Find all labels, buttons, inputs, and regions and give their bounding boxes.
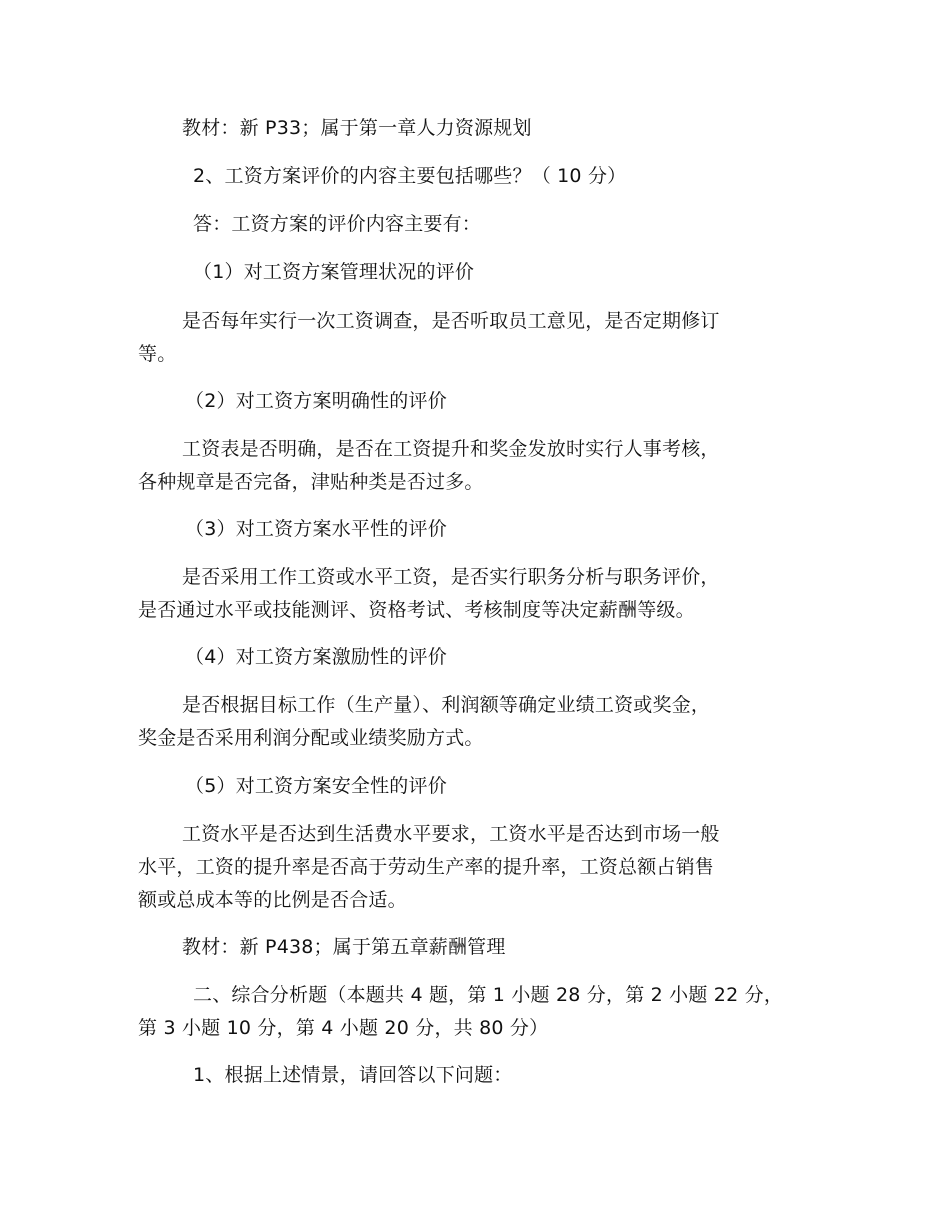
item-4-heading: （4）对工资方案激励性的评价 xyxy=(185,646,447,668)
item-1-text-line-2: 等。 xyxy=(138,343,177,365)
item-3-text-line-2: 是否通过水平或技能测评、资格考试、考核制度等决定薪酬等级。 xyxy=(138,599,695,621)
item-2-heading: （2）对工资方案明确性的评价 xyxy=(185,390,447,412)
section-2-heading-line-2: 第 3 小题 10 分，第 4 小题 20 分，共 80 分） xyxy=(138,1017,549,1039)
item-5-text-line-2: 水平，工资的提升率是否高于劳动生产率的提升率，工资总额占销售 xyxy=(138,856,715,878)
item-4-text-line-1: 是否根据目标工作（生产量）、利润额等确定业绩工资或奖金， xyxy=(182,694,711,716)
item-1-heading: （1）对工资方案管理状况的评价 xyxy=(193,261,475,283)
item-2-text-line-2: 各种规章是否完备，津贴种类是否过多。 xyxy=(138,471,484,493)
item-4-text-line-2: 奖金是否采用利润分配或业绩奖励方式。 xyxy=(138,727,484,749)
question-1-heading: 1、根据上述情景，请回答以下问题： xyxy=(193,1064,513,1086)
answer-intro: 答：工资方案的评价内容主要有： xyxy=(193,213,482,235)
item-3-heading: （3）对工资方案水平性的评价 xyxy=(185,518,447,540)
item-5-text-line-1: 工资水平是否达到生活费水平要求，工资水平是否达到市场一般 xyxy=(182,823,720,845)
item-5-text-line-3: 额或总成本等的比例是否合适。 xyxy=(138,889,407,911)
item-1-text-line-1: 是否每年实行一次工资调查，是否听取员工意见，是否定期修订 xyxy=(182,310,720,332)
item-2-text-line-1: 工资表是否明确，是否在工资提升和奖金发放时实行人事考核， xyxy=(182,438,720,460)
item-3-text-line-1: 是否采用工作工资或水平工资，是否实行职务分析与职务评价， xyxy=(182,566,720,588)
textbook-reference-2: 教材：新 P438；属于第五章薪酬管理 xyxy=(182,936,506,958)
item-5-heading: （5）对工资方案安全性的评价 xyxy=(185,775,447,797)
textbook-reference-1: 教材：新 P33；属于第一章人力资源规划 xyxy=(182,117,532,139)
question-2-heading: 2、工资方案评价的内容主要包括哪些？（ 10 分） xyxy=(193,165,627,187)
section-2-heading-line-1: 二、综合分析题（本题共 4 题，第 1 小题 28 分，第 2 小题 22 分， xyxy=(193,984,784,1006)
